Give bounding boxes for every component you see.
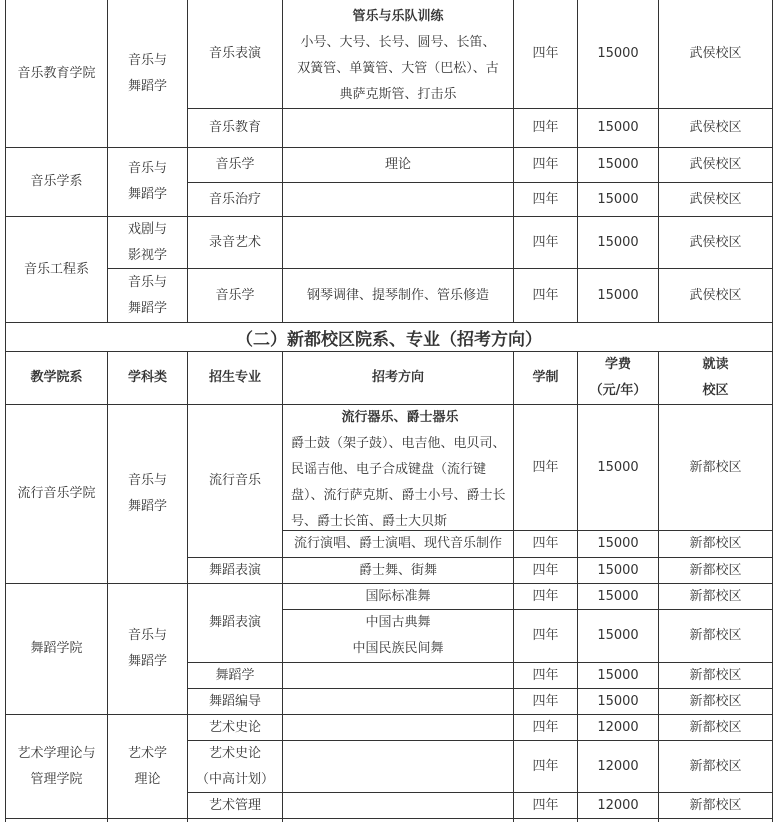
major-musicology: 音乐学 [215,157,255,172]
major-choreography: 舞蹈编导 [208,693,261,709]
header-direction: 招考方向 [371,370,424,385]
campus-cell: 新都校区 [689,562,742,578]
direction-pop-vocal: 流行演唱、爵士演唱、现代音乐制作 [293,536,502,551]
header-fee: 学费 （元/年） [589,357,647,398]
campus-cell: 新都校区 [689,667,742,683]
duration-cell: 四年 [532,459,559,475]
major-recording-art: 录音艺术 [208,234,261,250]
section-title: （二）新都校区院系、专业（招考方向） [236,329,542,350]
major-music-education: 音乐教育 [208,120,261,135]
discipline-cell: 音乐与 舞蹈学 [127,274,167,316]
direction-jazz-street-dance: 爵士舞、街舞 [358,562,437,578]
discipline-art-theory: 艺术学 理论 [127,745,167,787]
major-art-history-plan: 艺术史论 （中高计划） [195,745,274,787]
header-campus: 就读 校区 [702,357,729,398]
direction-title: 流行器乐、爵士器乐 [341,410,459,425]
header-major: 招生专业 [208,370,261,385]
duration-cell: 四年 [532,693,559,709]
fee-cell: 15000 [597,536,639,551]
campus-cell: 武侯校区 [689,287,742,303]
fee-cell: 12000 [597,719,639,735]
duration-cell: 四年 [532,628,559,643]
fee-cell: 15000 [597,287,639,303]
discipline-cell: 音乐与 舞蹈学 [127,52,167,94]
campus-cell: 新都校区 [689,628,742,643]
major-dance-performance: 舞蹈表演 [208,615,261,630]
duration-cell: 四年 [532,758,559,774]
college-pop-music: 流行音乐学院 [17,486,96,501]
fee-cell: 15000 [597,667,639,683]
duration-cell: 四年 [532,667,559,683]
major-musicology: 音乐学 [215,287,255,303]
direction-theory: 理论 [384,157,411,172]
discipline-cell: 音乐与 舞蹈学 [127,473,167,514]
duration-cell: 四年 [532,588,559,604]
duration-cell: 四年 [532,562,559,578]
college-music-education: 音乐教育学院 [17,65,96,81]
fee-cell: 15000 [597,628,639,643]
campus-cell: 新都校区 [689,693,742,709]
campus-cell: 新都校区 [689,459,742,475]
college-art-theory: 艺术学理论与 管理学院 [17,745,96,787]
major-art-history: 艺术史论 [208,719,261,735]
duration-cell: 四年 [532,157,559,172]
direction-ballroom: 国际标准舞 [365,588,431,604]
fee-cell: 15000 [597,693,639,709]
header-duration: 学制 [532,370,559,385]
fee-cell: 15000 [597,157,639,172]
duration-cell: 四年 [532,46,559,61]
campus-cell: 新都校区 [689,797,742,813]
fee-cell: 15000 [597,459,639,475]
campus-cell: 新都校区 [689,588,742,604]
direction-instruments: 爵士鼓（架子鼓）、电吉他、电贝司、民谣吉他、电子合成键盘（流行键盘）、流行萨克斯、爵士小号、爵士长号、爵士长笛、爵士大贝斯 [291,436,506,529]
campus-cell: 新都校区 [689,719,742,735]
discipline-cell: 音乐与 舞蹈学 [127,628,167,669]
fee-cell: 15000 [597,191,639,207]
college-music-engineering: 音乐工程系 [23,261,89,277]
campus-cell: 武侯校区 [689,46,742,61]
major-pop-music: 流行音乐 [208,473,261,488]
fee-cell: 15000 [597,120,639,135]
fee-cell: 15000 [597,562,639,578]
direction-wind-band [283,4,513,108]
college-dance: 舞蹈学院 [30,641,83,656]
duration-cell: 四年 [532,287,559,303]
fee-cell: 12000 [597,797,639,813]
campus-cell: 武侯校区 [689,157,742,172]
direction-instrument-craft: 钢琴调律、提琴制作、管乐修造 [306,287,489,303]
duration-cell: 四年 [532,719,559,735]
fee-cell: 15000 [597,588,639,604]
discipline-drama: 戏剧与 影视学 [127,221,167,263]
major-dance-studies: 舞蹈学 [215,667,255,683]
duration-cell: 四年 [532,536,559,551]
direction-chinese-dance: 中国古典舞 中国民族民间舞 [352,615,444,656]
campus-cell: 武侯校区 [689,120,742,135]
fee-cell: 15000 [597,234,639,250]
header-discipline: 学科类 [127,370,167,385]
direction-title: 管乐与乐队训练 [352,9,444,24]
college-musicology: 音乐学系 [30,174,83,189]
campus-cell: 武侯校区 [689,191,742,207]
duration-cell: 四年 [532,120,559,135]
campus-cell: 新都校区 [689,758,742,774]
duration-cell: 四年 [532,234,559,250]
campus-cell: 武侯校区 [689,234,742,250]
fee-cell: 12000 [597,758,639,774]
fee-cell: 15000 [597,46,639,61]
header-college: 教学院系 [30,370,83,385]
campus-cell: 新都校区 [689,536,742,551]
duration-cell: 四年 [532,797,559,813]
major-music-therapy: 音乐治疗 [208,191,261,207]
direction-instruments: 小号、大号、长号、圆号、长笛、双簧管、单簧管、大管（巴松）、古典萨克斯管、打击乐 [297,35,499,102]
major-music-performance: 音乐表演 [208,46,261,61]
duration-cell: 四年 [532,191,559,207]
direction-pop-instruments [283,405,513,530]
major-dance-performance: 舞蹈表演 [208,562,261,578]
discipline-cell: 音乐与 舞蹈学 [127,161,167,202]
major-art-management: 艺术管理 [208,797,261,813]
